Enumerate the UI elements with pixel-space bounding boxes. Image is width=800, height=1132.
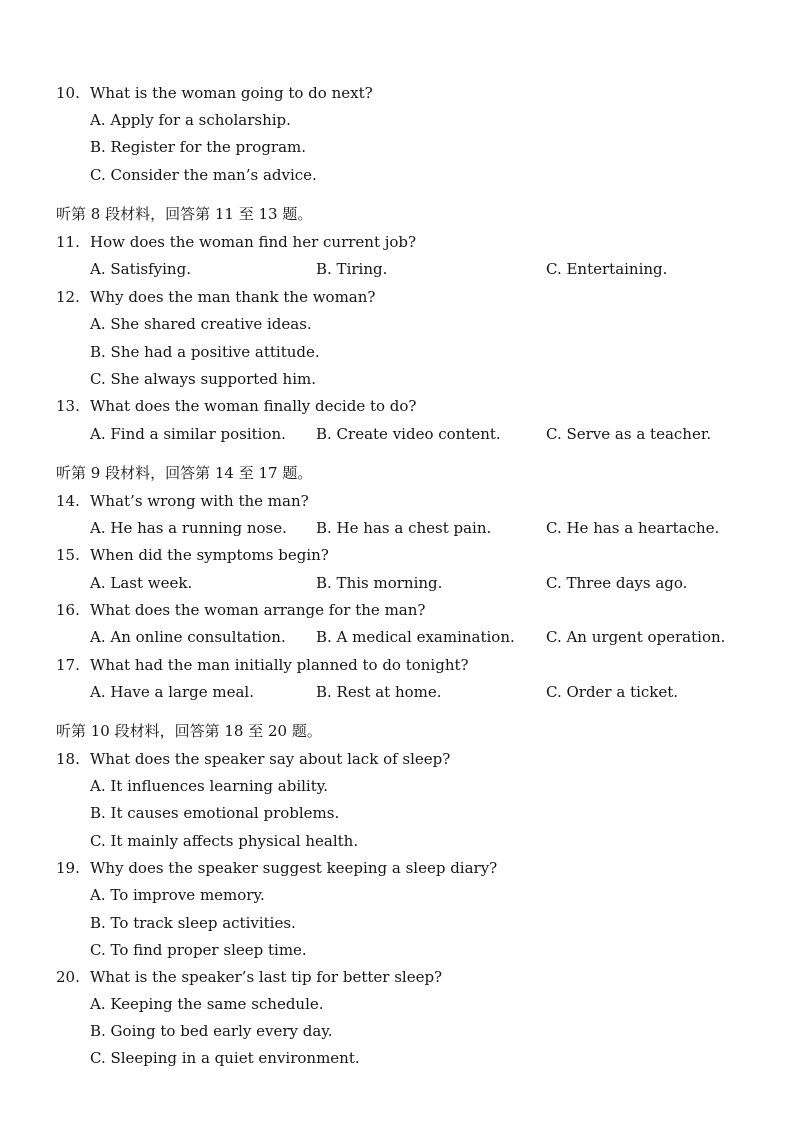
option-c: C. Order a ticket.	[546, 683, 679, 701]
question-number: 12.	[56, 288, 80, 306]
question-text: Why does the speaker suggest keeping a sleep diary?	[90, 859, 498, 877]
question-number: 11.	[56, 233, 80, 251]
option-c: C. Entertaining.	[546, 260, 668, 278]
question-number: 19.	[56, 859, 80, 877]
question-text: How does the woman find her current job?	[90, 233, 417, 251]
option-b: B. He has a chest pain.	[316, 519, 492, 537]
option-a: A. An online consultation.	[90, 628, 286, 646]
option-a: A. Keeping the same schedule.	[90, 995, 324, 1013]
option-b: B. Rest at home.	[316, 683, 442, 701]
option-c: C. Serve as a teacher.	[546, 425, 712, 443]
question-number: 14.	[56, 492, 80, 510]
section-heading-10: 听第 10 段材料，回答第 18 至 20 题。	[56, 722, 322, 740]
question-number: 17.	[56, 656, 80, 674]
option-c: C. He has a heartache.	[546, 519, 720, 537]
question-text: Why does the man thank the woman?	[90, 288, 376, 306]
option-c: C. Three days ago.	[546, 574, 688, 592]
option-b: B. Going to bed early every day.	[90, 1022, 333, 1040]
question-number: 16.	[56, 601, 80, 619]
option-b: B. She had a positive attitude.	[90, 343, 320, 361]
option-a: A. To improve memory.	[90, 886, 265, 904]
option-b: B. It causes emotional problems.	[90, 804, 340, 822]
question-text: What is the speaker’s last tip for better sleep?	[90, 968, 443, 986]
option-b: B. Tiring.	[316, 260, 388, 278]
question-number: 15.	[56, 546, 80, 564]
option-b: B. This morning.	[316, 574, 443, 592]
option-c: C. It mainly affects physical health.	[90, 832, 359, 850]
option-a: A. Satisfying.	[90, 260, 191, 278]
question-number: 18.	[56, 750, 80, 768]
option-a: A. Have a large meal.	[90, 683, 254, 701]
option-a: A. He has a running nose.	[90, 519, 287, 537]
option-a: A. It influences learning ability.	[90, 777, 328, 795]
question-number: 10.	[56, 84, 80, 102]
option-c: C. She always supported him.	[90, 370, 317, 388]
question-number: 13.	[56, 397, 80, 415]
option-b: B. Create video content.	[316, 425, 501, 443]
option-b: B. A medical examination.	[316, 628, 515, 646]
option-a: A. She shared creative ideas.	[90, 315, 312, 333]
option-a: A. Apply for a scholarship.	[90, 111, 291, 129]
question-text: What is the woman going to do next?	[90, 84, 373, 102]
option-c: C. Sleeping in a quiet environment.	[90, 1049, 360, 1067]
question-text: What does the woman finally decide to do?	[90, 397, 417, 415]
question-text: What does the speaker say about lack of sleep?	[90, 750, 451, 768]
question-text: What’s wrong with the man?	[90, 492, 309, 510]
question-text: What does the woman arrange for the man?	[90, 601, 426, 619]
question-text: When did the symptoms begin?	[90, 546, 329, 564]
question-number: 20.	[56, 968, 80, 986]
section-heading-8: 听第 8 段材料，回答第 11 至 13 题。	[56, 205, 313, 223]
section-heading-9: 听第 9 段材料，回答第 14 至 17 题。	[56, 464, 313, 482]
option-b: B. Register for the program.	[90, 138, 307, 156]
option-c: C. An urgent operation.	[546, 628, 726, 646]
option-a: A. Find a similar position.	[90, 425, 286, 443]
question-text: What had the man initially planned to do tonight?	[90, 656, 469, 674]
option-c: C. To find proper sleep time.	[90, 941, 307, 959]
option-b: B. To track sleep activities.	[90, 914, 296, 932]
option-c: C. Consider the man’s advice.	[90, 166, 317, 184]
option-a: A. Last week.	[90, 574, 193, 592]
